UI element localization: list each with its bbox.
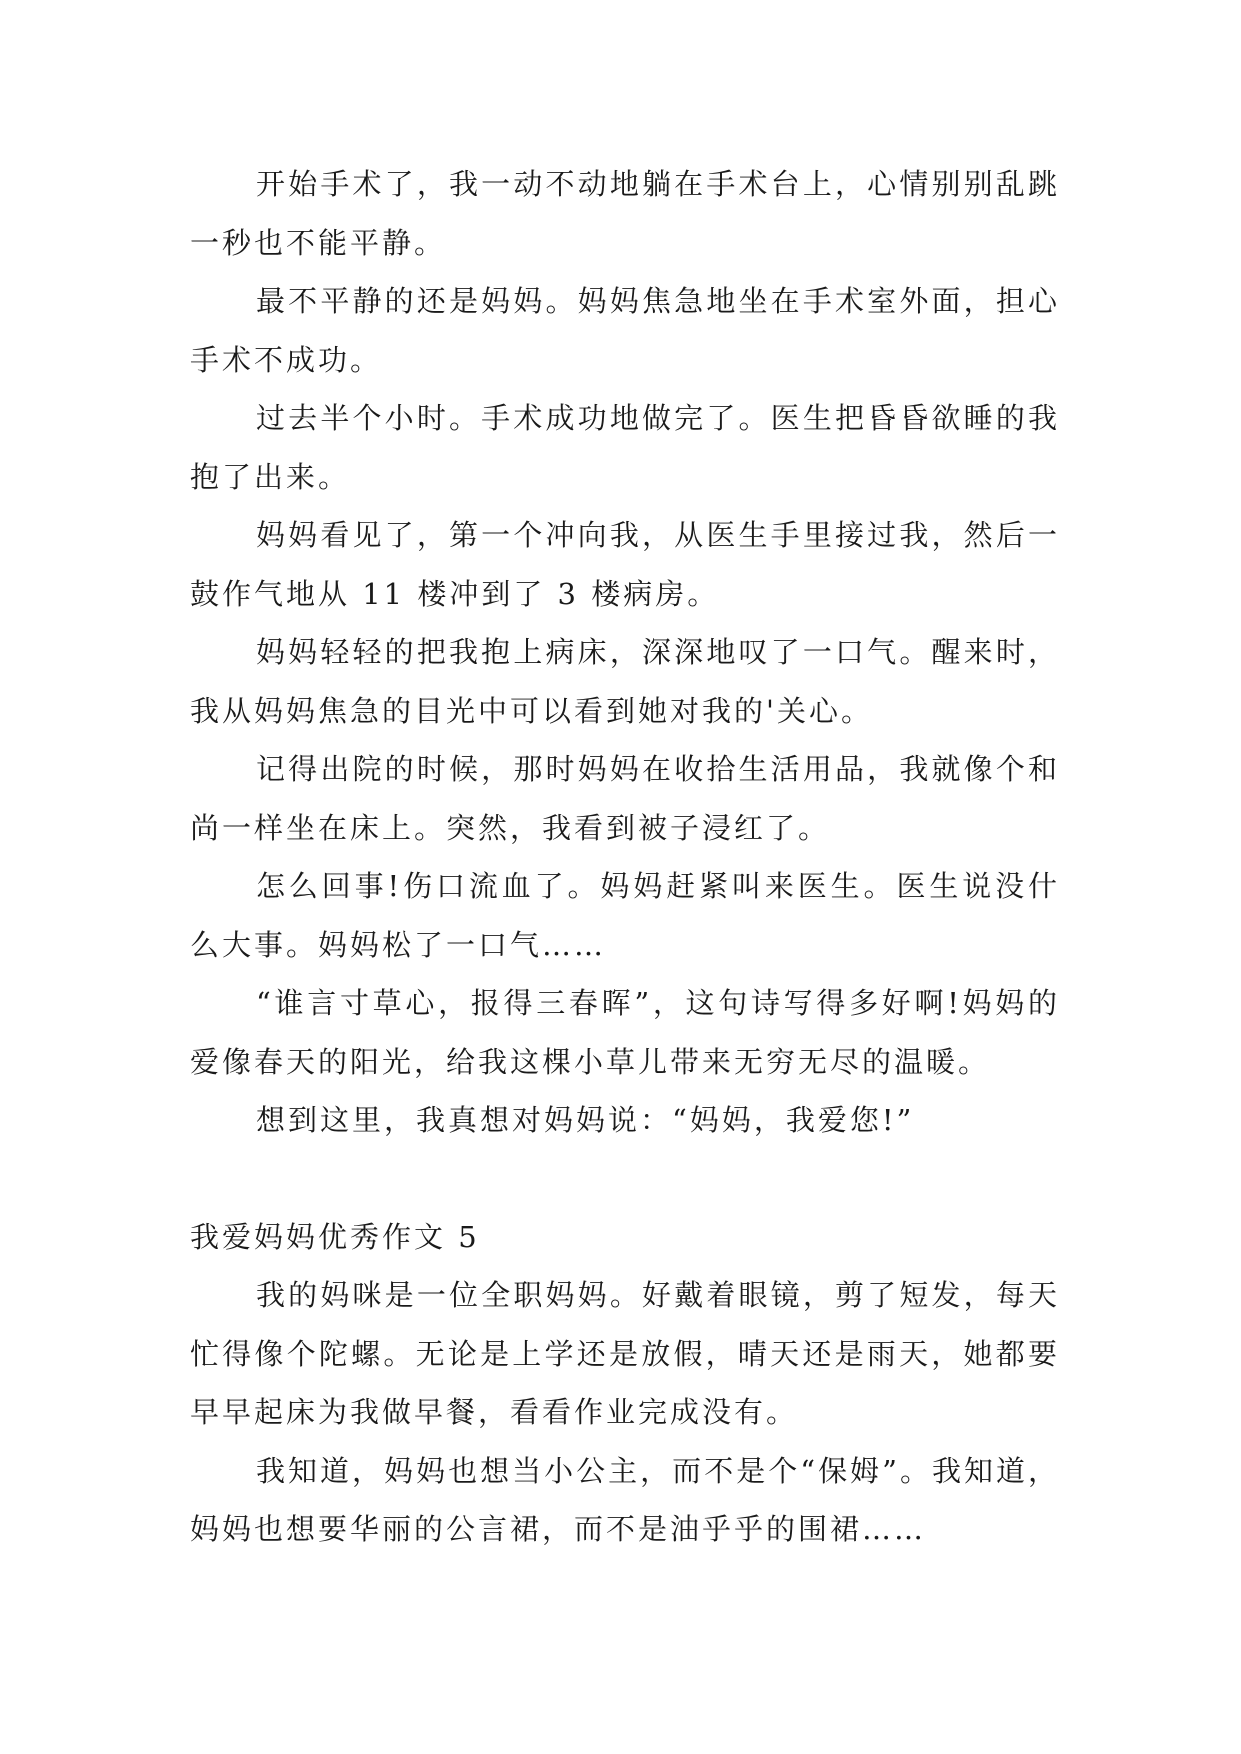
paragraph: 我的妈咪是一位全职妈妈。好戴着眼镜，剪了短发，每天忙得像个陀螺。无论是上学还是放假，晴天还是雨天，她都要早早起床为我做早餐，看看作业完成没有。 [190, 1278, 1060, 1429]
document-body [190, 155, 1060, 1559]
paragraph: “谁言寸草心，报得三春晖”，这句诗写得多好啊!妈妈的爱像春天的阳光，给我这棵小草儿带来无穷无尽的温暖。 [190, 986, 1060, 1079]
paragraph: 妈妈看见了，第一个冲向我，从医生手里接过我，然后一鼓作气地从 11 楼冲到了 3 楼病房。 [190, 518, 1060, 611]
section-heading: 我爱妈妈优秀作文 5 [190, 1219, 480, 1254]
paragraph: 怎么回事!伤口流血了。妈妈赶紧叫来医生。医生说没什么大事。妈妈松了一口气…… [190, 869, 1060, 962]
paragraph: 开始手术了，我一动不动地躺在手术台上，心情别别乱跳一秒也不能平静。 [190, 167, 1060, 260]
paragraph: 记得出院的时候，那时妈妈在收拾生活用品，我就像个和尚一样坐在床上。突然，我看到被子浸红了。 [190, 752, 1060, 845]
paragraph: 我知道，妈妈也想当小公主，而不是个“保姆”。我知道，妈妈也想要华丽的公言裙，而不是油乎乎的围裙…… [190, 1453, 1060, 1546]
paragraph: 妈妈轻轻的把我抱上病床，深深地叹了一口气。醒来时，我从妈妈焦急的目光中可以看到她对我的'关心。 [190, 635, 1060, 728]
paragraph: 想到这里，我真想对妈妈说：“妈妈，我爱您!” [256, 1103, 915, 1137]
paragraph: 过去半个小时。手术成功地做完了。医生把昏昏欲睡的我抱了出来。 [190, 401, 1060, 494]
paragraph: 最不平静的还是妈妈。妈妈焦急地坐在手术室外面，担心手术不成功。 [190, 284, 1060, 377]
